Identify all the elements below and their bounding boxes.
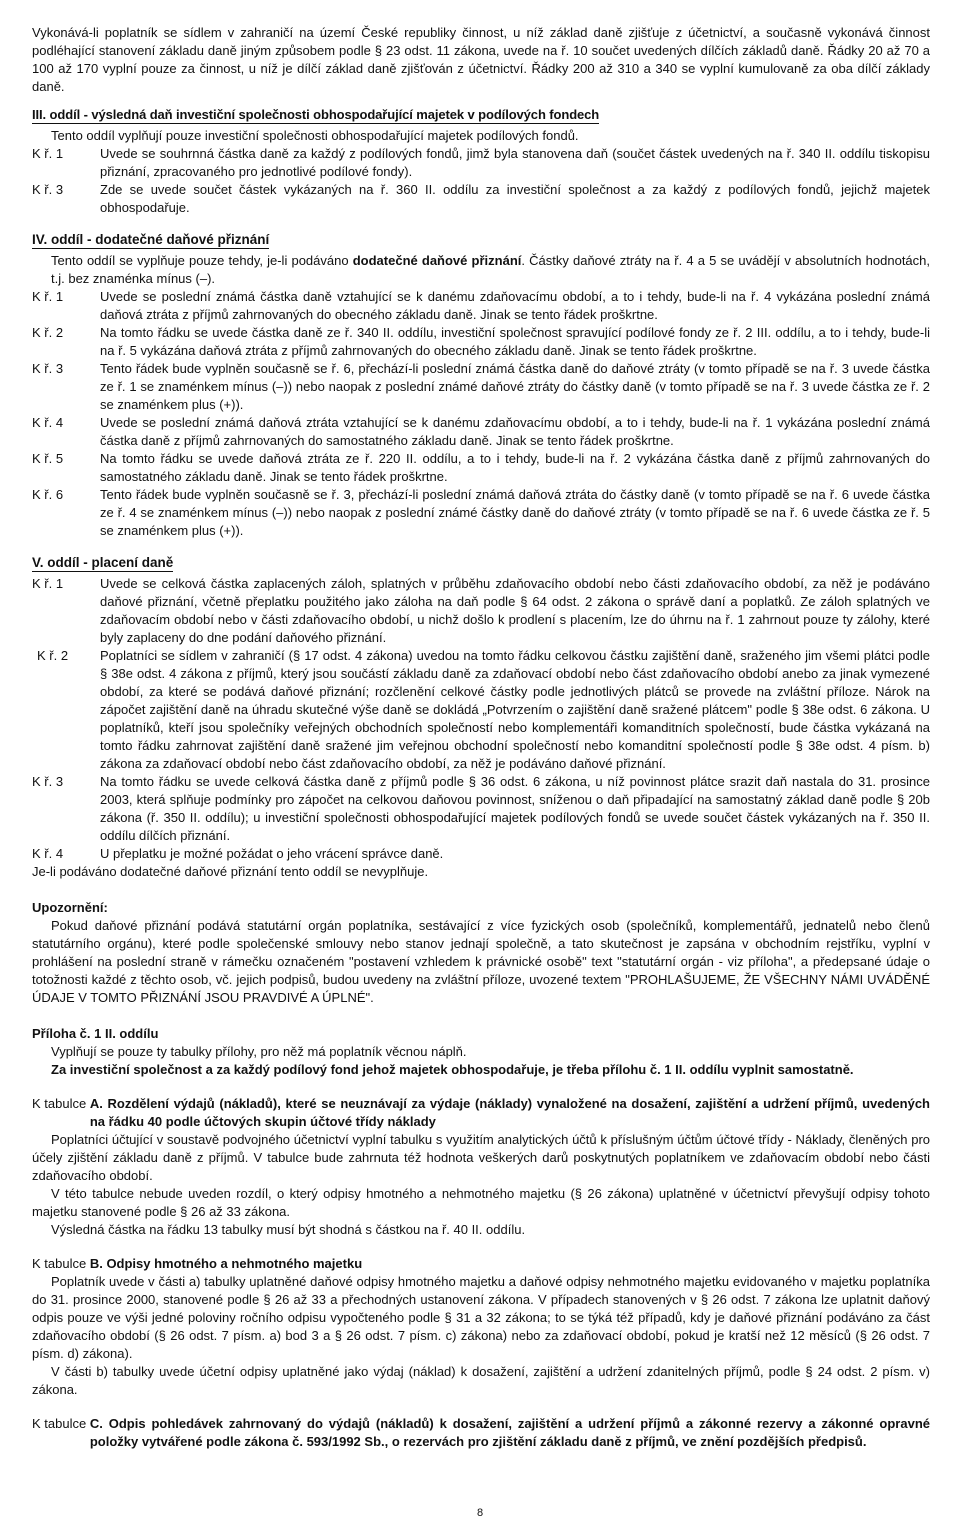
table-c-prefix: K tabulce [32,1416,90,1431]
section-4-note-pre: Tento oddíl se vyplňuje pouze tehdy, je-li podáváno [51,253,353,268]
table-c-heading [32,1415,930,1451]
table-b-prefix: K tabulce [32,1256,90,1271]
table-b-title: B. Odpisy hmotného a nehmotného majetku [89,1256,363,1271]
attachment-block [32,1025,930,1079]
row-text: Tento řádek bude vyplněn současně se ř. 3, přechází-li poslední známá daňová ztráta do částky daně (v tomto případě se na ř. 6 uvede částka ze ř. 4 se znaménkem mínus (–)) nebo naopak z poslední známé částky daně do daňové ztráty (v tomto případě se na ř. 6 uvede částka ze ř. 5 se znaménkem plus (+)). [100,487,930,538]
row-text: Na tomto řádku se uvede daňová ztráta ze ř. 220 II. oddílu, a to i tehdy, bude-li na ř. 2 vykázána částka daně z příjmů zahrnovaných do samostatného základu daně. Jinak se tento řádek proškrtne. [100,451,930,484]
section-4-row [32,486,930,540]
section-5 [32,554,930,881]
intro-paragraph: Vykonává-li poplatník se sídlem v zahraničí na území České republiky činnost, u níž základ daně zjišťuje z účetnictví, a současně vykonává činnost podléhající stanovení základu daně jiným způsobem podle § 23 odst. 11 zákona, uvede na ř. 10 součet uvedených dílčích základů daně. Řádky 20 až 70 a 100 až 170 vyplní pouze za činnost, u níž je dílčí základ daně zjišťován z účetnictví. Řádky 200 až 310 a 340 se vyplní kumulovaně za oba dílčí základy daně. [32,25,930,94]
row-label: K ř. 6 [32,487,64,502]
section-4-note [32,252,930,288]
section-5-heading: V. oddíl - placení daně [32,555,174,570]
section-5-row [32,575,930,647]
table-a-paragraph: Poplatníci účtující v soustavě podvojného účetnictví vyplní tabulku s využitím analytických účtů k příslušným účtům účtové třídy - Náklady, členěných pro účely zjištění základu daně z příjmů. V tabulce bude zahrnuta též hodnota veškerých darů poskytnutých poplatníkem ve zdaňovacím období nebo části zdaňovacího období. [32,1132,930,1183]
row-text: Uvede se poslední známá částka daně vztahující se k danému zdaňovacímu období, a to i tehdy, bude-li na ř. 4 vykázána poslední známá daňová ztráta z příjmů zahrnovaných do obecného základu daně. Jinak se tento řádek proškrtne. [100,289,930,322]
section-3-row [32,181,930,217]
section-4-heading: IV. oddíl - dodatečné daňové přiznání [32,232,270,247]
section-4-row [32,414,930,450]
attachment-heading: Příloha č. 1 II. oddílu [32,1026,159,1041]
section-3 [32,106,930,217]
section-4-rows [32,288,930,540]
row-label: K ř. 1 [32,146,64,161]
row-text: U přeplatku je možné požádat o jeho vrácení správce daně. [100,846,444,861]
table-b-paragraph: V části b) tabulky uvede účetní odpisy uplatněné jako výdaj (náklad) k dosažení, zajištění a udržení zdanitelných příjmů, podle § 24 odst. 2 písm. v) zákona. [32,1364,930,1397]
row-label: K ř. 1 [32,576,64,591]
section-5-row [32,647,930,773]
row-label: K ř. 2 [37,648,69,663]
section-5-row [32,773,930,845]
section-3-note: Tento oddíl vyplňují pouze investiční společnosti obhospodařující majetek podílových fondů. [51,128,579,143]
section-3-heading: III. oddíl - výsledná daň investiční společnosti obhospodařující majetek v podílových fondech [32,107,600,122]
row-text: Na tomto řádku se uvede částka daně ze ř. 340 II. oddílu, investiční společnost spravující podílové fondy ze ř. 2 III. oddílu, a to i tehdy, bude-li na ř. 5 vykázána daňová ztráta z příjmů zahrnovaných do obecného základu daně. Jinak se tento řádek proškrtne. [100,325,930,358]
page-number: 8 [476,1507,484,1519]
section-5-footer: Je-li podáváno dodatečné daňové přiznání tento oddíl se nevyplňuje. [32,864,429,879]
document-page [32,24,930,1451]
row-label: K ř. 4 [32,415,64,430]
table-b-block [32,1255,930,1399]
table-a-body [32,1131,930,1239]
row-label: K ř. 1 [32,289,64,304]
table-c-title: C. Odpis pohledávek zahrnovaný do výdajů (nákladů) k dosažení, zajištění a udržení příjmů a zákonné rezervy a zákonné opravné položky vytvářené podle zákona č. 593/1992 Sb., o rezervách pro zjištění základu daně z příjmů, ve znění pozdějších předpisů. [89,1416,930,1449]
row-label: K ř. 5 [32,451,64,466]
section-5-row [32,845,930,863]
table-b-heading [32,1255,930,1273]
section-4-row [32,288,930,324]
row-label: K ř. 4 [32,846,64,861]
row-text: Poplatníci se sídlem v zahraničí (§ 17 odst. 4 zákona) uvedou na tomto řádku celkovou částku zajištění daně, sraženého jim všemi plátci podle § 38e odst. 4 zákona z příjmů, který jsou součástí základu daně za zdaňovací období nebo část zdaňovacího období anebo za jinak vymezené období, za které se podává daňové přiznání; rozčlenění celkové částky podle jednotlivých plátců se provede na zvláštní příloze. Nárok na zápočet zajištění daně na úhradu skutečné výše daně se dokládá „Potvrzením o zajištění daně sražené plátcem" podle § 38e odst. 6 zákona. U poplatníků, kteří jsou společníky veřejných obchodních společností nebo komplementáři komanditních společností, bude částka vykázaná na tomto řádku zahrnovat zajištění daně sražené jim veřejnou obchodní společností nebo komanditní společností podle § 38e odst. 4 písm. b) zákona za zdaňovací období nebo část zdaňovacího období, za něž je podáváno daňové přiznání. [100,648,930,771]
row-text: Tento řádek bude vyplněn současně se ř. 6, přechází-li poslední známá částka daně do daňové ztráty (v tomto případě se na ř. 3 uvede částka ze ř. 1 se znaménkem mínus (–)) nebo naopak z poslední známé daňové ztráty do částky daně (v tomto případě se na ř. 3 uvede částka ze ř. 2 se znaménkem plus (+)). [100,361,930,412]
warning-heading: Upozornění: [32,900,108,915]
section-4-row [32,450,930,486]
table-a-title: A. Rozdělení výdajů (nákladů), které se neuznávají za výdaje (náklady) vynaložené na dosažení, zajištění a udržení příjmů, uvedených na řádku 40 podle účtových skupin účtové třídy náklady [89,1096,930,1129]
section-5-rows [32,575,930,863]
table-c-block [32,1415,930,1451]
row-label: K ř. 3 [32,361,64,376]
attachment-line: Vyplňují se pouze ty tabulky přílohy, pro něž má poplatník věcnou náplň. [51,1044,467,1059]
section-4-row [32,360,930,414]
row-label: K ř. 3 [32,182,64,197]
table-a-paragraph: V této tabulce nebude uveden rozdíl, o který odpisy hmotného a nehmotného majetku (§ 26 zákona) uplatněné v účetnictví převyšují odpisy tohoto majetku stanovené podle § 26 až 33 zákona. [32,1186,930,1219]
section-4-note-post: . Částky daňové ztráty na ř. 4 a 5 se uvádějí v absolutních hodnotách, t.j. bez znaménka mínus (–). [51,253,931,286]
warning-text: Pokud daňové přiznání podává statutární orgán poplatníka, sestávající z více fyzických osob (společníků, komplementářů, jednatelů nebo členů statutárního orgánu), které podle společenské smlouvy nebo stanov jednají společně, a tato skutečnost je zapsána v obchodním rejstříku, vyplní v prohlášení na poslední straně v rámečku označeném "postavení vzhledem k právnické osobě" text "statutární orgán - viz příloha", a předepsané údaje o totožnosti každé z těchto osob, vč. jejich podpisů, budou uvedeny na zvláštní příloze, uvozené textem "PROHLAŠUJEME, ŽE VŠECHNY NÁMI UVÁDĚNÉ ÚDAJE V TOMTO PŘIZNÁNÍ JSOU PRAVDIVÉ A ÚPLNÉ". [32,918,930,1005]
table-a-prefix: K tabulce [32,1096,90,1111]
attachment-strong-note: Za investiční společnost a za každý podílový fond jehož majetek obhospodařuje, je třeba přílohu č. 1 II. oddílu vyplnit samostatně. [51,1062,854,1077]
section-4-row [32,324,930,360]
table-a-heading [32,1095,930,1131]
section-3-rows [32,145,930,217]
row-text: Na tomto řádku se uvede celková částka daně z příjmů podle § 36 odst. 6 zákona, u níž povinnost plátce srazit daň nastala do 31. prosince 2003, která splňuje podmínky pro zápočet na celkovou daňovou povinnost, sníženou o daň připadající na samostatný základ daně podle § 20b zákona (ř. 350 II. oddílu); u investiční společnosti obhospodařující majetek podílových fondů se uvede součet částek vykázaných na ř. 350 II. oddílu dílčích přiznání. [100,774,930,843]
table-b-paragraph: Poplatník uvede v části a) tabulky uplatněné daňové odpisy hmotného majetku a daňové odpisy nehmotného majetku evidovaného v majetku poplatníka do 31. prosince 2000, stanovené podle § 26 až 33 a přechodných ustanovení zákona. V případech stanovených v § 26 odst. 7 zákona lze uplatnit daňový odpis pouze ve výši jedné poloviny ročního odpisu vypočteného podle § 31 a 32 zákona; to se týká též případů, kdy je daňové přiznání podáváno za část zdaňovacího období (§ 26 odst. 7 písm. a) bod 3 a § 26 odst. 7 písm. c) zákona) nebo za zdaňovací období, pokud je kratší než 12 měsíců (§ 26 odst. 7 písm. d) zákona). [32,1274,930,1361]
table-a-paragraph: Výsledná částka na řádku 13 tabulky musí být shodná s částkou na ř. 40 II. oddílu. [51,1222,526,1237]
row-label: K ř. 2 [32,325,64,340]
warning-block [32,899,930,1007]
row-text: Uvede se celková částka zaplacených záloh, splatných v průběhu zdaňovacího období nebo části zdaňovacího období, za něž je podáváno daňové přiznání, včetně přeplatku použitého jako záloha na daň podle § 64 odst. 2 zákona o správě daní a poplatků. Ze záloh splatných ve zdaňovacím období nebo v části zdaňovacího období, u nichž došlo k prodlení s placením, lze do úhrnu na ř. 1 zahrnout pouze ty zálohy, které byly zaplaceny do dne podání daňového přiznání. [100,576,930,645]
row-text: Zde se uvede součet částek vykázaných na ř. 360 II. oddílu za investiční společnost a za každý z podílových fondů, jejichž majetek obhospodařuje. [100,182,930,215]
row-label: K ř. 3 [32,774,64,789]
row-text: Uvede se souhrnná částka daně za každý z podílových fondů, jimž byla stanovena daň (součet částek uvedených na ř. 340 II. oddílu tiskopisu přiznání, zpracovaného pro jednotlivé podílové fondy). [100,146,930,179]
section-3-row [32,145,930,181]
section-4-note-bold: dodatečné daňové přiznání [352,253,522,268]
row-text: Uvede se poslední známá daňová ztráta vztahující se k danému zdaňovacímu období, a to i tehdy, bude-li na ř. 1 vykázána poslední známá částka daně z příjmů zahrnovaných do samostatného základu daně. Jinak se tento řádek proškrtne. [100,415,930,448]
table-b-body [32,1273,930,1399]
section-4 [32,231,930,540]
table-a-block [32,1095,930,1239]
